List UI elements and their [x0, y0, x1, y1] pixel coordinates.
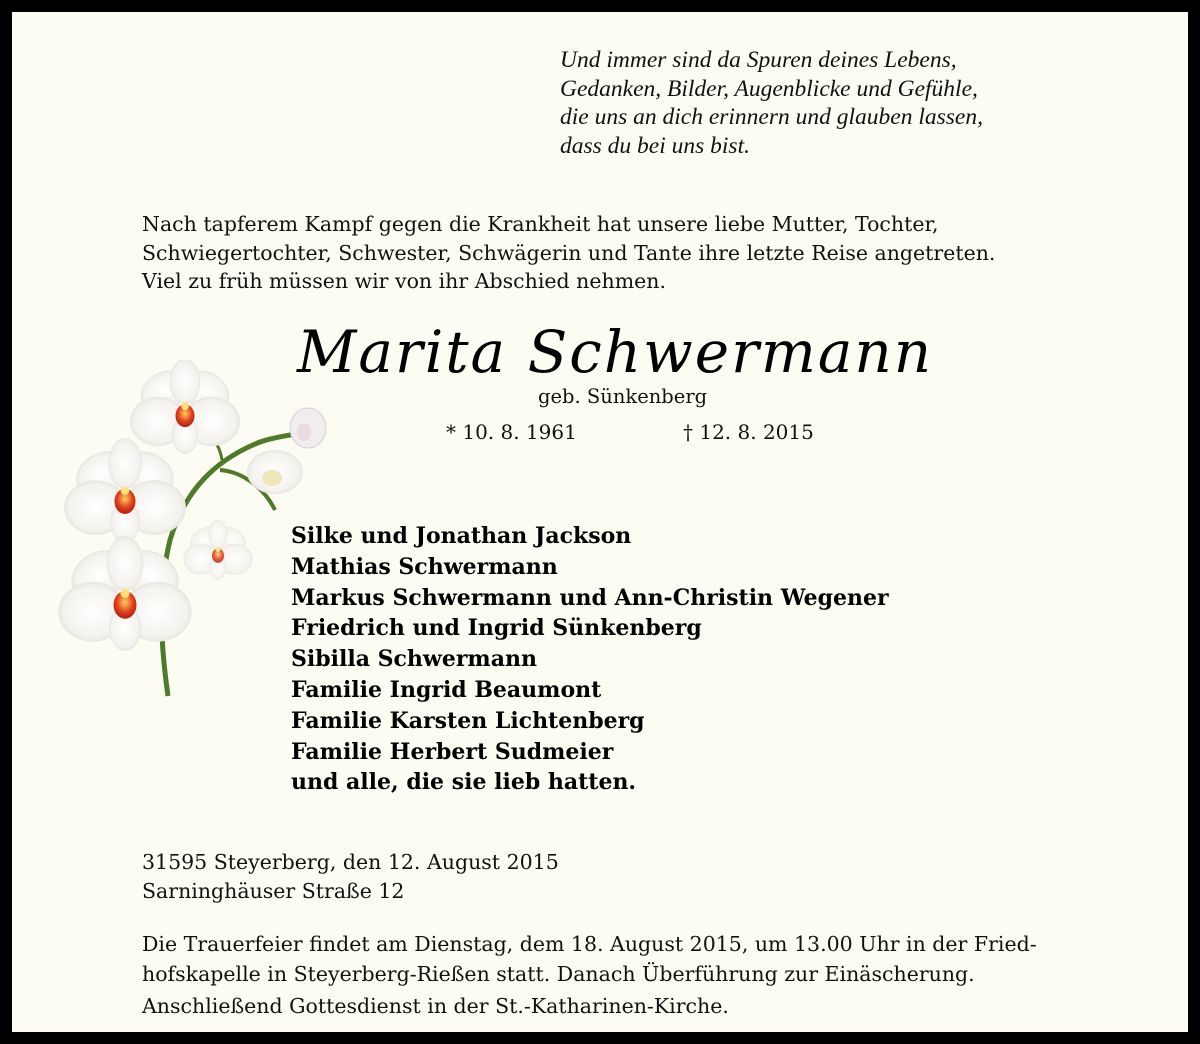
death-date: † 12. 8. 2015	[683, 420, 814, 444]
mourner-line: Sibilla Schwermann	[291, 646, 537, 673]
intro-line: Nach tapferem Kampf gegen die Krankheit hat unsere liebe Mutter, Tochter,	[142, 212, 939, 236]
intro-line: Viel zu früh müssen wir von ihr Abschied nehmen.	[142, 269, 666, 293]
mourner-line: Mathias Schwermann	[291, 553, 558, 580]
ceremony-line: Anschließend Gottesdienst in der St.-Katharinen-Kirche.	[142, 994, 729, 1018]
poem-line: Gedanken, Bilder, Augenblicke und Gefühle,	[560, 75, 978, 102]
birth-date: * 10. 8. 1961	[446, 420, 577, 444]
address-line: Sarninghäuser Straße 12	[142, 878, 405, 903]
poem-line: die uns an dich erinnern und glauben lassen,	[560, 104, 983, 130]
poem-line: dass du bei uns bist.	[560, 132, 750, 159]
ceremony-line: hofskapelle in Steyerberg-Rießen statt. Danach Überführung zur Einäscherung.	[142, 961, 975, 986]
place-date-line: 31595 Steyerberg, den 12. August 2015	[142, 850, 559, 874]
deceased-name: Marita Schwermann	[297, 318, 934, 386]
maiden-name: geb. Sünkenberg	[538, 385, 708, 408]
mourner-line: Silke und Jonathan Jackson	[291, 523, 632, 549]
poem-line: Und immer sind da Spuren deines Lebens,	[560, 47, 957, 73]
mourners-list	[291, 521, 991, 798]
intro-text	[142, 210, 1122, 296]
ceremony-info	[142, 930, 1132, 1022]
mourner-line: Familie Ingrid Beaumont	[291, 676, 602, 703]
mourner-line: Familie Herbert Sudmeier	[291, 738, 614, 765]
ceremony-line: Die Trauerfeier findet am Dienstag, dem 18. August 2015, um 13.00 Uhr in der Fried-	[142, 932, 1037, 956]
intro-line: Schwiegertochter, Schwester, Schwägerin und Tante ihre letzte Reise angetreten.	[142, 240, 996, 265]
place-and-date	[142, 848, 559, 905]
mourner-line: und alle, die sie lieb hatten.	[291, 769, 637, 796]
mourner-line: Markus Schwermann und Ann-Christin Wegener	[291, 584, 889, 611]
mourner-line: Friedrich und Ingrid Sünkenberg	[291, 615, 702, 642]
mourner-line: Familie Karsten Lichtenberg	[291, 707, 645, 734]
poem	[560, 46, 1120, 160]
